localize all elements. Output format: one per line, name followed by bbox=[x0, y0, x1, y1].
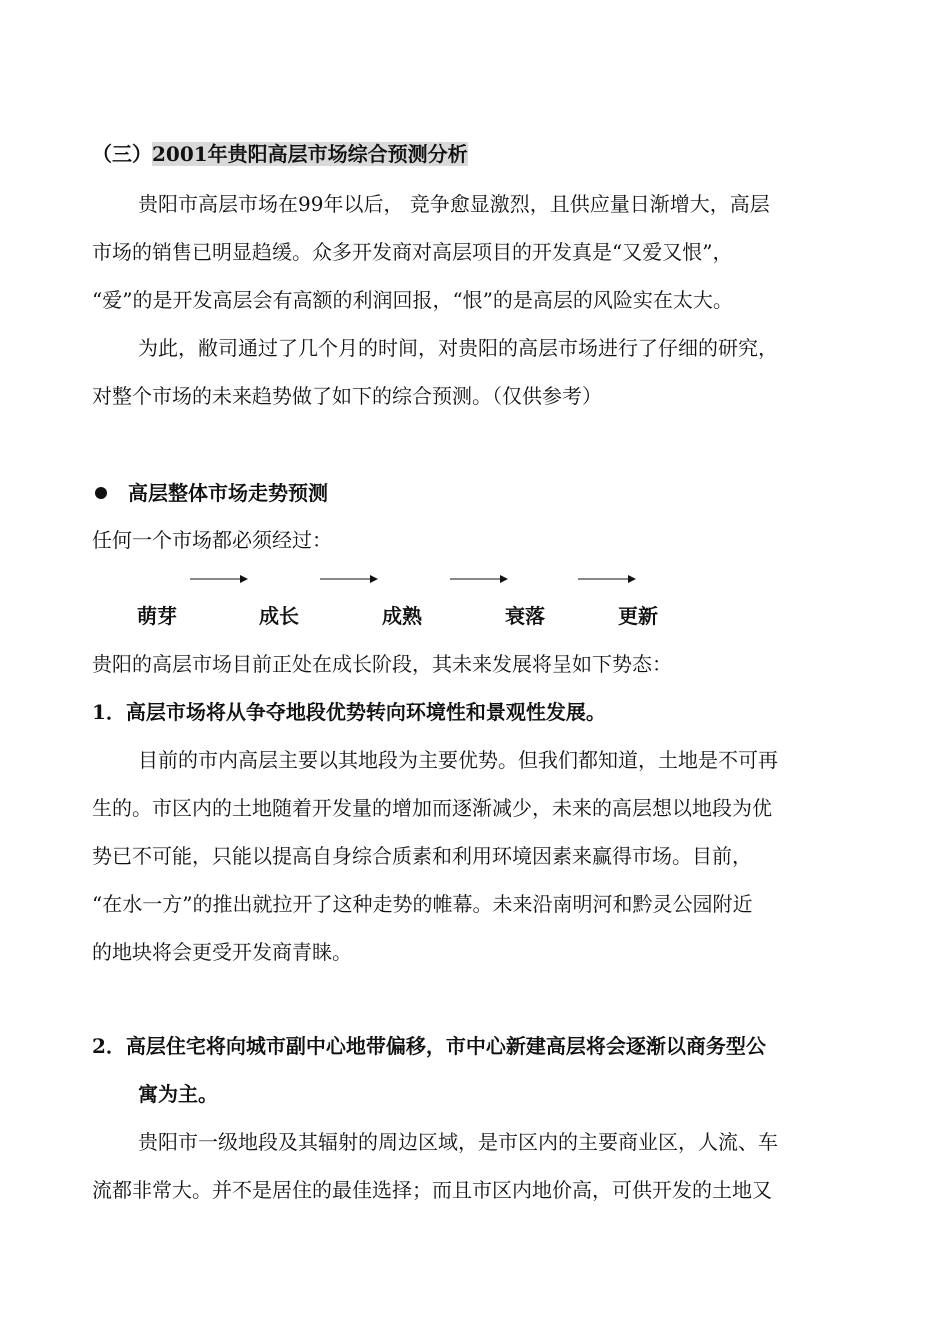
section-heading-title: 2001年贵阳高层市场综合预测分析 bbox=[152, 142, 468, 166]
bullet-dot-icon bbox=[95, 487, 107, 499]
point2-title-line2: 寓为主。 bbox=[138, 1082, 218, 1106]
point1-title: 1．高层市场将从争夺地段优势转向环境性和景观性发展。 bbox=[92, 700, 606, 724]
point2-body-line2: 流都非常大。并不是居住的最佳选择；而且市区内地价高，可供开发的土地又 bbox=[92, 1178, 772, 1202]
point2-title-line1: 2．高层住宅将向城市副中心地带偏移，市中心新建高层将会逐渐以商务型公 bbox=[92, 1034, 766, 1058]
arrow-right-icon bbox=[450, 572, 510, 586]
intro-p2-line2: 对整个市场的未来趋势做了如下的综合预测。（仅供参考） bbox=[92, 384, 602, 408]
intro-p1-line1: 贵阳市高层市场在99年以后， 竞争愈显激烈，且供应量日渐增大，高层 bbox=[138, 192, 770, 216]
point1-body-line5: 的地块将会更受开发商青睐。 bbox=[92, 940, 352, 964]
stage-label: 成长 bbox=[259, 604, 299, 628]
section-heading-prefix: （三） bbox=[92, 142, 152, 166]
arrow-right-icon bbox=[578, 572, 638, 586]
stage-label: 成熟 bbox=[382, 604, 422, 628]
point1-body-line2: 生的。市区内的土地随着开发量的增加而逐渐减少，未来的高层想以地段为优 bbox=[92, 796, 772, 820]
bullet-lead: 任何一个市场都必须经过： bbox=[92, 528, 332, 552]
point2-body-line1: 贵阳市一级地段及其辐射的周边区域，是市区内的主要商业区，人流、车 bbox=[138, 1130, 778, 1154]
intro-p1-line3: “爱”的是开发高层会有高额的利润回报，“恨”的是高层的风险实在太大。 bbox=[92, 288, 733, 312]
arrow-right-icon bbox=[320, 572, 380, 586]
section-heading bbox=[92, 140, 468, 168]
stage-label: 衰落 bbox=[505, 604, 545, 628]
arrow-right-icon bbox=[190, 572, 250, 586]
trend-intro: 贵阳的高层市场目前正处在成长阶段，其未来发展将呈如下势态： bbox=[92, 652, 672, 676]
intro-p2-line1: 为此，敝司通过了几个月的时间，对贵阳的高层市场进行了仔细的研究， bbox=[138, 336, 778, 360]
point1-body-line3: 势已不可能，只能以提高自身综合质素和利用环境因素来赢得市场。目前， bbox=[92, 844, 752, 868]
point1-body-line4: “在水一方”的推出就拉开了这种走势的帷幕。未来沿南明河和黔灵公园附近 bbox=[92, 892, 753, 916]
stage-label: 更新 bbox=[618, 604, 658, 628]
stage-label: 萌芽 bbox=[137, 604, 177, 628]
bullet-title: 高层整体市场走势预测 bbox=[128, 481, 328, 505]
intro-p1-line2: 市场的销售已明显趋缓。众多开发商对高层项目的开发真是“又爱又恨”， bbox=[92, 240, 733, 264]
point1-body-line1: 目前的市内高层主要以其地段为主要优势。但我们都知道，土地是不可再 bbox=[138, 748, 778, 772]
